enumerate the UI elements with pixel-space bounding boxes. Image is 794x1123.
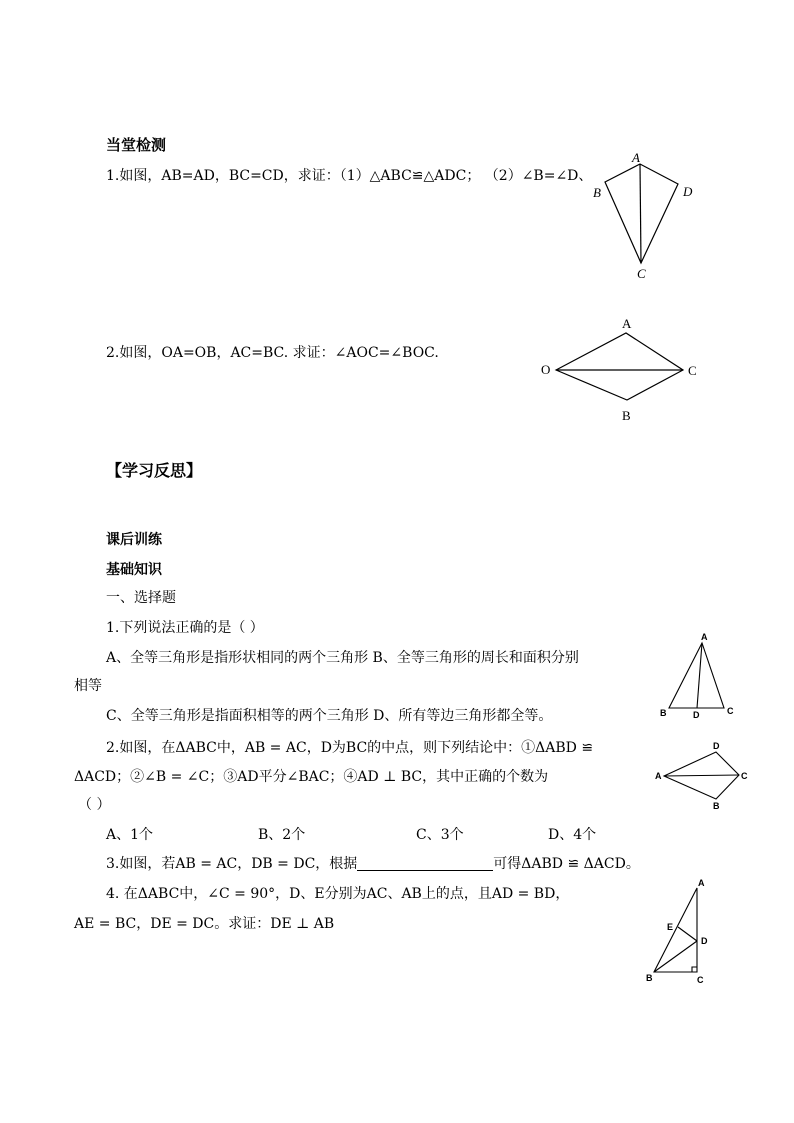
exercise-2-line-1: 2.如图，在ΔABC中，AB = AC，D为BC的中点，则下列结论中：①ΔABD ≌ bbox=[106, 740, 594, 756]
fig4-label-d: D bbox=[713, 741, 720, 751]
fig3-label-a: A bbox=[701, 632, 708, 642]
exercise-3-text-after: 可得ΔABD ≌ ΔACD。 bbox=[493, 856, 640, 872]
exercise-1-options-cd: C、全等三角形是指面积相等的两个三角形 D、所有等边三角形都全等。 bbox=[106, 708, 553, 724]
fig3-label-c: C bbox=[727, 706, 734, 716]
fig5-label-a: A bbox=[698, 878, 705, 888]
exercise-4-line-2: AE = BC，DE = DC。求证：DE ⊥ AB bbox=[74, 916, 335, 932]
exercise-3 bbox=[106, 853, 640, 873]
check-question-1: 1.如图，AB=AD，BC=CD，求证：（1）△ABC≌△ADC； （2）∠B=∠D、 bbox=[106, 168, 593, 184]
fig3-label-b: B bbox=[660, 708, 667, 718]
fig5-label-d: D bbox=[701, 936, 708, 946]
fig1-label-a: A bbox=[632, 150, 640, 165]
section-title-check: 当堂检测 bbox=[106, 136, 167, 154]
exercise-1-options-ab: A、全等三角形是指形状相同的两个三角形 B、全等三角形的周长和面积分别 bbox=[106, 650, 579, 666]
fig4-label-a: A bbox=[655, 771, 662, 781]
exercise-1-options-ab-cont: 相等 bbox=[74, 678, 102, 694]
fig2-label-o: O bbox=[541, 362, 551, 377]
exercise-2-option-a: A、1个 bbox=[106, 827, 154, 843]
fig2-label-a: A bbox=[622, 316, 632, 331]
fig3-label-d: D bbox=[693, 710, 700, 720]
exercise-3-blank[interactable] bbox=[357, 856, 493, 871]
exercise-2-line-3: （ ） bbox=[78, 797, 111, 813]
fig1-label-d: D bbox=[683, 184, 693, 199]
exercise-2-option-b: B、2个 bbox=[258, 827, 306, 843]
fig4-label-b: B bbox=[713, 801, 720, 811]
exercise-2-line-2: ΔACD；②∠B = ∠C；③AD平分∠BAC；④AD ⊥ BC，其中正确的个数为 bbox=[74, 769, 549, 785]
section-title-basic: 基础知识 bbox=[106, 562, 162, 578]
exercise-1-stem: 1.下列说法正确的是（ ） bbox=[106, 620, 264, 636]
fig1-label-b: B bbox=[593, 185, 601, 200]
fig2-label-c: C bbox=[688, 363, 697, 378]
exercise-3-text-before: 3.如图，若AB = AC，DB = DC，根据 bbox=[106, 856, 358, 872]
fig4-label-c: C bbox=[741, 771, 748, 781]
section-title-reflection: 【学习反思】 bbox=[106, 461, 203, 480]
fig5-label-b: B bbox=[646, 973, 653, 983]
fig5-label-c: C bbox=[697, 975, 704, 985]
section-title-choice: 一、选择题 bbox=[106, 590, 176, 606]
fig5-label-e: E bbox=[667, 922, 674, 932]
section-title-after-class: 课后训练 bbox=[106, 532, 162, 548]
exercise-2-option-c: C、3个 bbox=[416, 827, 464, 843]
check-question-2: 2.如图，OA=OB，AC=BC. 求证：∠AOC=∠BOC. bbox=[106, 345, 439, 361]
exercise-2-option-d: D、4个 bbox=[548, 827, 597, 843]
exercise-4-line-1: 4. 在ΔABC中，∠C = 90°，D、E分别为AC、AB上的点，且AD = BD， bbox=[106, 886, 570, 902]
fig1-label-c: C bbox=[637, 266, 646, 281]
fig2-label-b: B bbox=[622, 408, 631, 423]
